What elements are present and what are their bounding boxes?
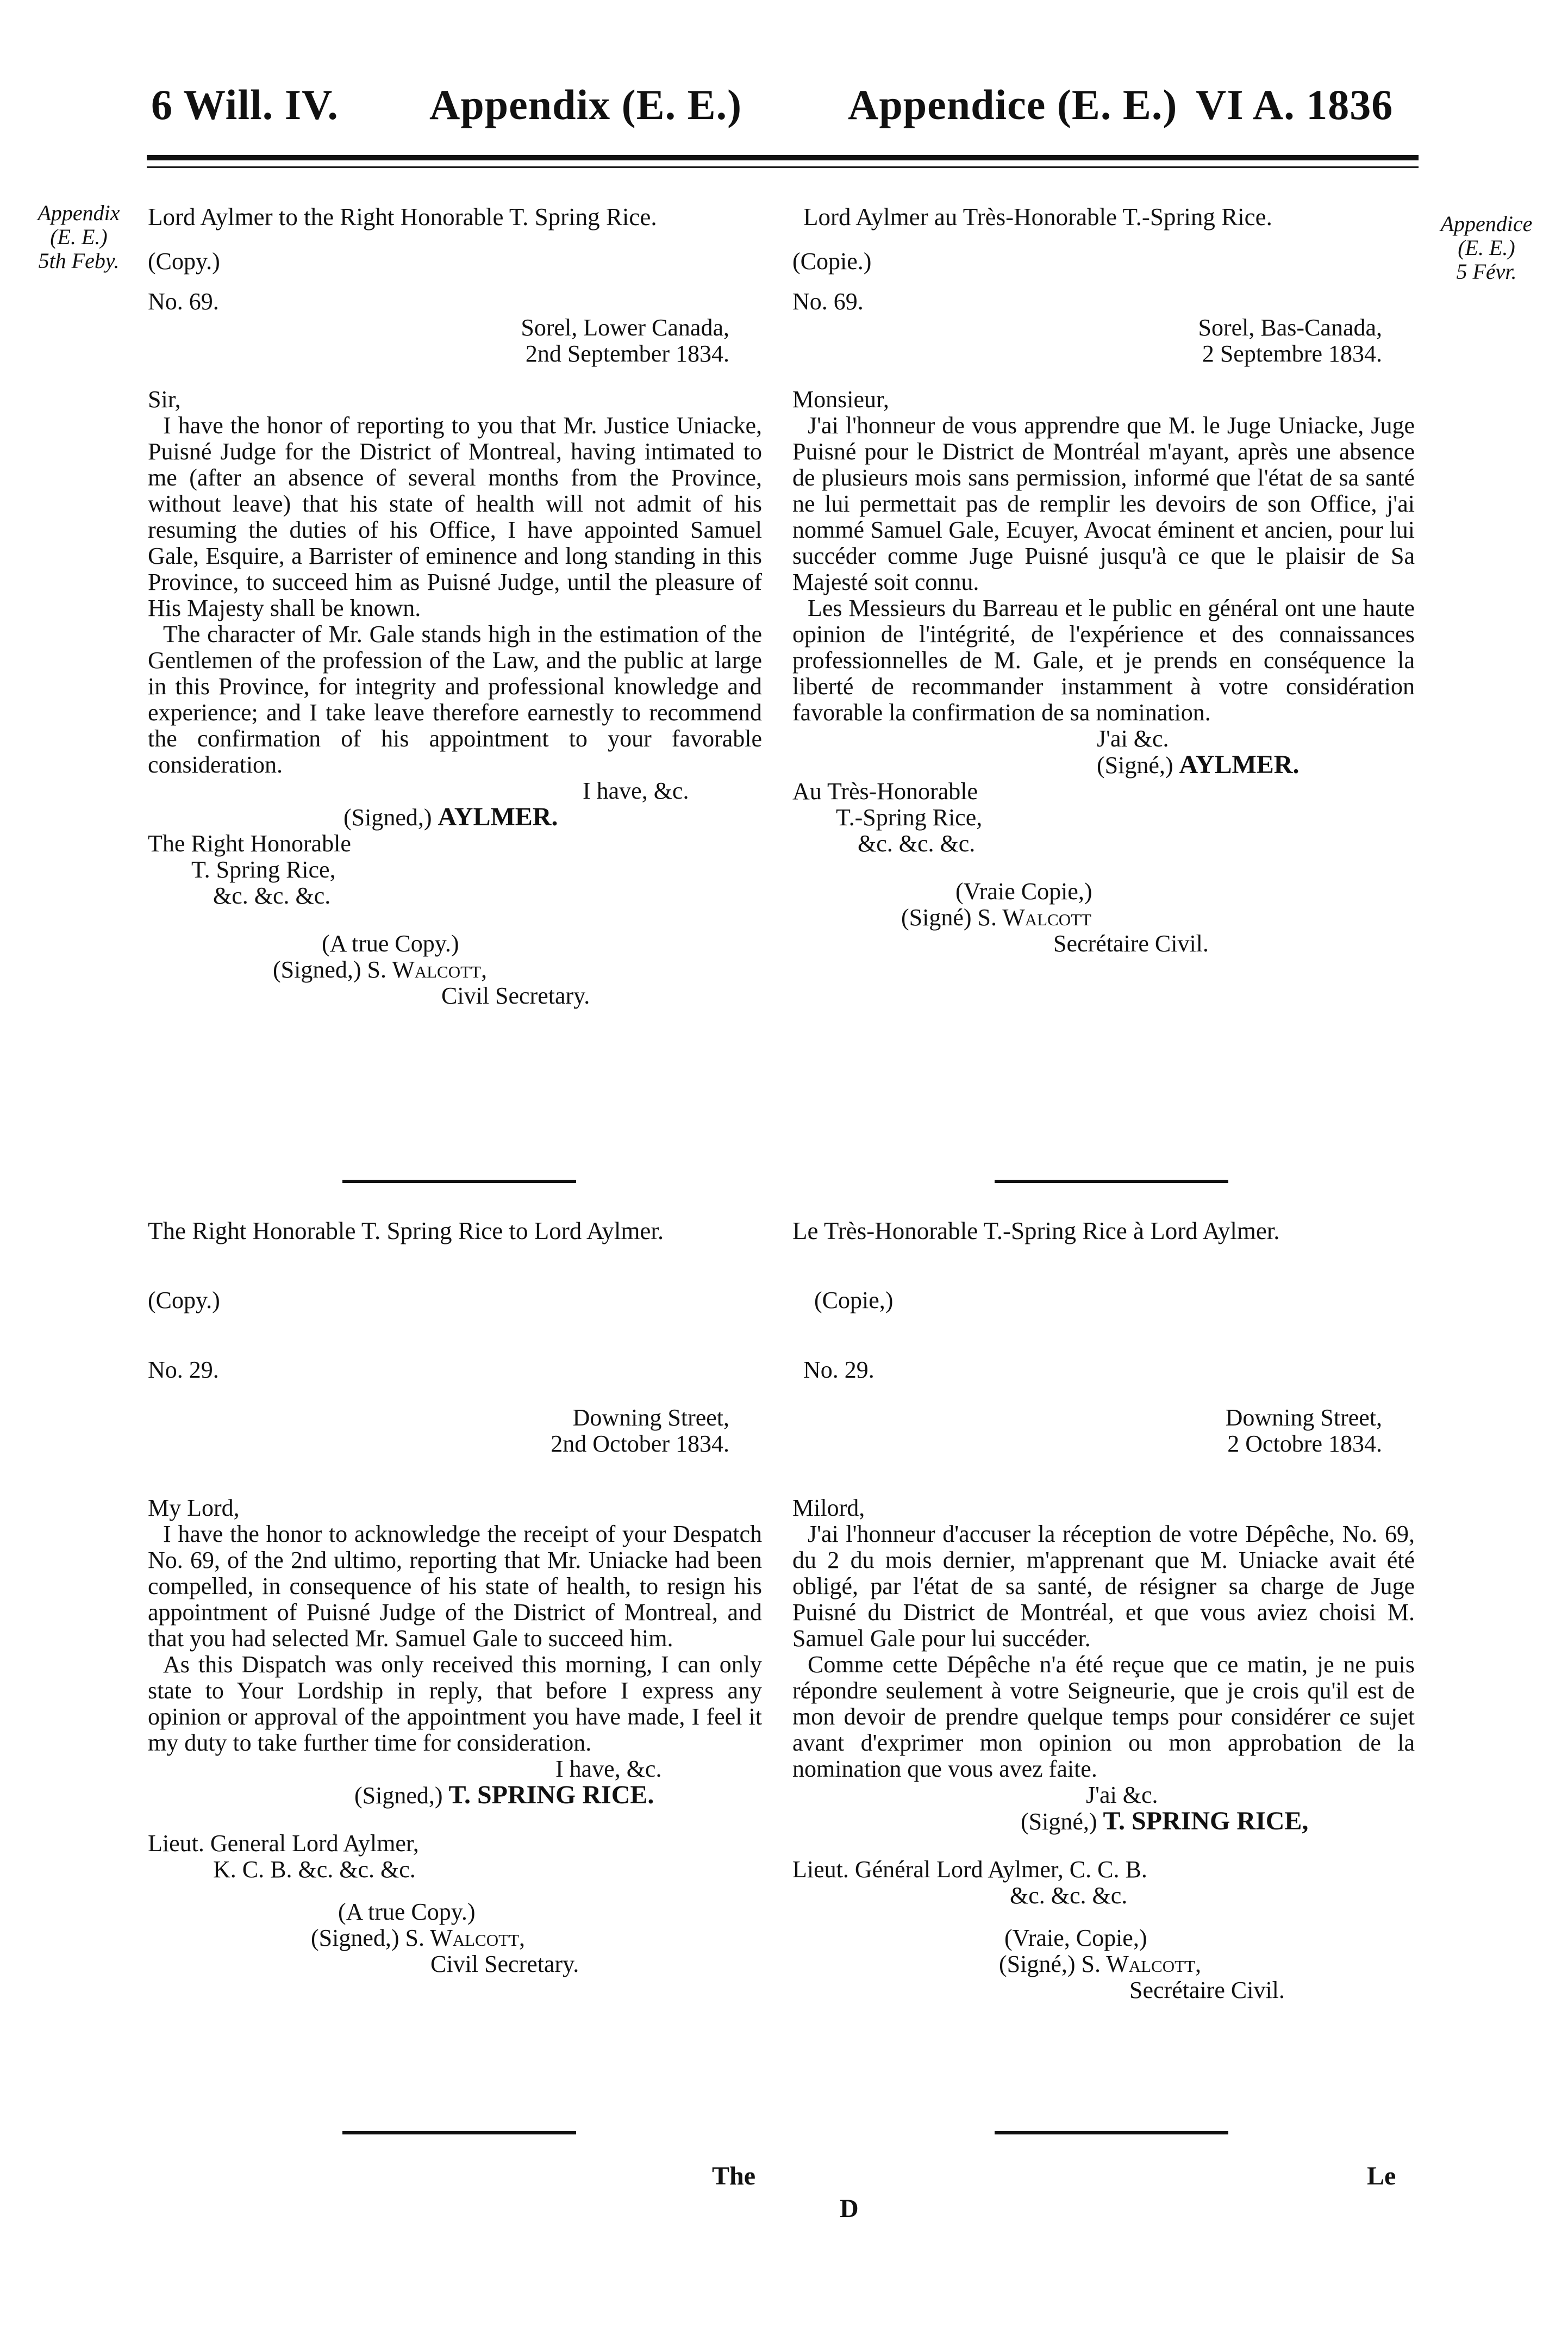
- letter-title: The Right Honorable T. Spring Rice to Lord Aylmer.: [148, 1217, 664, 1244]
- letter-paragraph: The character of Mr. Gale stands high in the estimation of the Gentlemen of the profession of the Law, and the public at large in this Province, for integrity and professional knowledge and experience; and I take leave therefore earnestly to recommend the confirmation of his appointment to your favorable consideration.: [148, 621, 762, 778]
- dateline-place: Downing Street,: [1225, 1404, 1382, 1431]
- header-rule-thick: [147, 155, 1419, 160]
- salutation: My Lord,: [148, 1495, 240, 1521]
- dateline-date: 2 Octobre 1834.: [1227, 1430, 1382, 1457]
- addressee-line: Lieut. Général Lord Aylmer, C. C. B.: [792, 1856, 1147, 1883]
- true-copy-label: (Vraie, Copie,): [1004, 1925, 1147, 1951]
- signature-line: [148, 804, 762, 831]
- margin-note-left: [16, 201, 141, 273]
- copy-label: (Copie,): [814, 1287, 894, 1313]
- letter-separator: [342, 2131, 576, 2134]
- copy-label: (Copie.): [792, 248, 872, 275]
- signed-label: (Signé,): [1021, 1808, 1097, 1835]
- letter-separator: [995, 1180, 1228, 1183]
- margin-note-right-line: (E. E.): [1458, 235, 1515, 260]
- signed-label: (Signé): [901, 904, 972, 931]
- signature-name: AYLMER.: [438, 802, 558, 831]
- copy-label: (Copy.): [148, 248, 220, 275]
- signature-mark: D: [840, 2194, 859, 2223]
- dateline-place: Sorel, Bas-Canada,: [1198, 314, 1382, 341]
- header-session-left: 6 Will. IV.: [151, 81, 339, 128]
- addressee-line: &c. &c. &c.: [1010, 1882, 1128, 1909]
- signature-line: [792, 1808, 1415, 1835]
- secretary-signature: [148, 957, 762, 983]
- despatch-number: No. 29.: [803, 1356, 874, 1383]
- addressee-line: T.-Spring Rice,: [836, 804, 983, 831]
- secretary-signature: [148, 1925, 762, 1951]
- secretary-signature: [792, 905, 1415, 931]
- signed-label: (Signé,): [999, 1951, 1076, 1977]
- letter-paragraph: Comme cette Dépêche n'a été reçue que ce matin, je ne puis répondre seulement à votre Seigneurie, que je crois qu'il est de mon devoir de prendre quelque temps pour considérer ce sujet avant d'exprimer mon opinion ou mon approbation de la nomination que vous avez faite.: [792, 1651, 1415, 1782]
- copy-label: (Copy.): [148, 1287, 220, 1313]
- despatch-number: No. 69.: [148, 288, 219, 315]
- secretary-name: S. Walcott,: [367, 956, 487, 983]
- letter-separator: [995, 2131, 1228, 2134]
- secretary-title: Secrétaire Civil.: [1053, 930, 1209, 957]
- signed-label: (Signé,): [1097, 752, 1173, 779]
- addressee-line: T. Spring Rice,: [191, 856, 336, 883]
- header-title-french: Appendice (E. E.): [848, 81, 1178, 128]
- signed-label: (Signed,): [273, 956, 361, 983]
- dateline-date: 2nd October 1834.: [551, 1430, 729, 1457]
- dateline-place: Downing Street,: [572, 1404, 729, 1431]
- signed-label: (Signed,): [311, 1925, 399, 1951]
- signed-label: (Signed,): [354, 1782, 443, 1809]
- addressee-line: &c. &c. &c.: [213, 882, 331, 909]
- addressee-line: &c. &c. &c.: [858, 830, 976, 857]
- letter-paragraph: As this Dispatch was only received this morning, I can only state to Your Lordship in reply, that before I express any opinion or approval of the appointment you have made, I feel it my duty to take further time for consideration.: [148, 1651, 762, 1756]
- english-letter-2: [148, 1218, 762, 1977]
- closing: J'ai &c.: [1097, 725, 1169, 752]
- french-letter-1: [792, 204, 1415, 957]
- letter-separator: [342, 1180, 576, 1183]
- salutation: Milord,: [792, 1495, 865, 1521]
- addressee-line: The Right Honorable: [148, 830, 351, 857]
- letter-paragraph: I have the honor of reporting to you that Mr. Justice Uniacke, Puisné Judge for the District of Montreal, having intimated to me (after an absence of several months from the Province, without leave) that his state of health will not admit of his resuming the duties of his Office, I have appointed Samuel Gale, Esquire, a Barrister of eminence and long standing in this Province, to succeed him as Puisné Judge, until the pleasure of His Majesty shall be known.: [148, 412, 762, 621]
- secretary-title: Secrétaire Civil.: [1129, 1977, 1285, 2003]
- despatch-number: No. 29.: [148, 1356, 219, 1383]
- signature-name: T. SPRING RICE.: [448, 1781, 654, 1809]
- margin-note-left-line: Appendix: [38, 201, 120, 225]
- letter-title: Le Très-Honorable T.-Spring Rice à Lord Aylmer.: [792, 1217, 1280, 1244]
- french-letter-2: [792, 1218, 1415, 2003]
- closing: I have, &c.: [583, 777, 689, 804]
- salutation: Sir,: [148, 386, 181, 413]
- despatch-number: No. 69.: [792, 288, 864, 315]
- dateline-place: Sorel, Lower Canada,: [521, 314, 729, 341]
- letter-paragraph: J'ai l'honneur de vous apprendre que M. le Juge Uniacke, Juge Puisné pour le District de Montréal m'ayant, après une absence de plusieurs mois sans permission, informé que l'état de sa santé ne lui permettait pas de remplir les devoirs de son Office, j'ai nommé Samuel Gale, Ecuyer, Avocat éminent et ancien, pour lui succéder comme Juge Puisné jusqu'à ce que le plaisir de Sa Majesté soit connu.: [792, 412, 1415, 595]
- letter-paragraph: I have the honor to acknowledge the receipt of your Despatch No. 69, of the 2nd ultimo, reporting that Mr. Uniacke had been compelled, in consequence of his state of health, to resign his appointment of Puisné Judge of the District of Montreal, and that you had selected Mr. Samuel Gale to succeed him.: [148, 1521, 762, 1652]
- letter-paragraph: Les Messieurs du Barreau et le public en général ont une haute opinion de l'intégrité, de l'expérience et des connaissances professionnelles de M. Gale, et je prends en conséquence la liberté de recommander instamment à votre considération favorable la confirmation de sa nomination.: [792, 595, 1415, 726]
- addressee-line: Au Très-Honorable: [792, 778, 978, 805]
- signature-name: AYLMER.: [1179, 750, 1300, 779]
- true-copy-label: (A true Copy.): [338, 1898, 476, 1925]
- margin-note-left-line: 5th Feby.: [38, 248, 120, 273]
- true-copy-label: (A true Copy.): [322, 930, 459, 957]
- secretary-title: Civil Secretary.: [441, 982, 590, 1009]
- addressee-line: Lieut. General Lord Aylmer,: [148, 1830, 419, 1857]
- catchword-french: Le: [1367, 2162, 1396, 2190]
- margin-note-right: [1419, 212, 1554, 284]
- letter-paragraph: J'ai l'honneur d'accuser la réception de votre Dépêche, No. 69, du 2 du mois dernier, m'apprenant que M. Uniacke avait été obligé, par l'état de sa santé, de résigner sa charge de Juge Puisné du District de Montréal, et que vous aviez choisi M. Samuel Gale pour lui succéder.: [792, 1521, 1415, 1652]
- secretary-name: S. Walcott,: [1081, 1951, 1201, 1977]
- letter-title: Lord Aylmer au Très-Honorable T.-Spring Rice.: [803, 203, 1272, 231]
- true-copy-label: (Vraie Copie,): [955, 878, 1092, 905]
- header-session-right: VI A. 1836: [1196, 81, 1394, 128]
- secretary-signature: [792, 1951, 1415, 1977]
- margin-note-right-line: 5 Févr.: [1456, 259, 1517, 284]
- signature-line: [148, 1782, 762, 1809]
- margin-note-left-line: (E. E.): [50, 225, 108, 249]
- signature-line: [792, 752, 1415, 779]
- secretary-title: Civil Secretary.: [430, 1951, 579, 1977]
- english-letter-1: [148, 204, 762, 1009]
- header-rule-thin: [147, 166, 1419, 168]
- secretary-name: S. Walcott,: [405, 1925, 525, 1951]
- dateline-date: 2 Septembre 1834.: [1202, 340, 1382, 367]
- closing: J'ai &c.: [1086, 1782, 1158, 1808]
- letter-title: Lord Aylmer to the Right Honorable T. Spring Rice.: [148, 203, 657, 231]
- salutation: Monsieur,: [792, 386, 889, 413]
- header-title-english: Appendix (E. E.): [429, 81, 742, 128]
- signed-label: (Signed,): [343, 804, 432, 831]
- addressee-line: K. C. B. &c. &c. &c.: [213, 1856, 416, 1883]
- signature-name: T. SPRING RICE,: [1103, 1807, 1309, 1835]
- closing: I have, &c.: [555, 1755, 662, 1782]
- margin-note-right-line: Appendice: [1440, 211, 1533, 236]
- secretary-name: S. Walcott: [977, 904, 1091, 931]
- dateline-date: 2nd September 1834.: [525, 340, 729, 367]
- catchword-english: The: [712, 2162, 756, 2190]
